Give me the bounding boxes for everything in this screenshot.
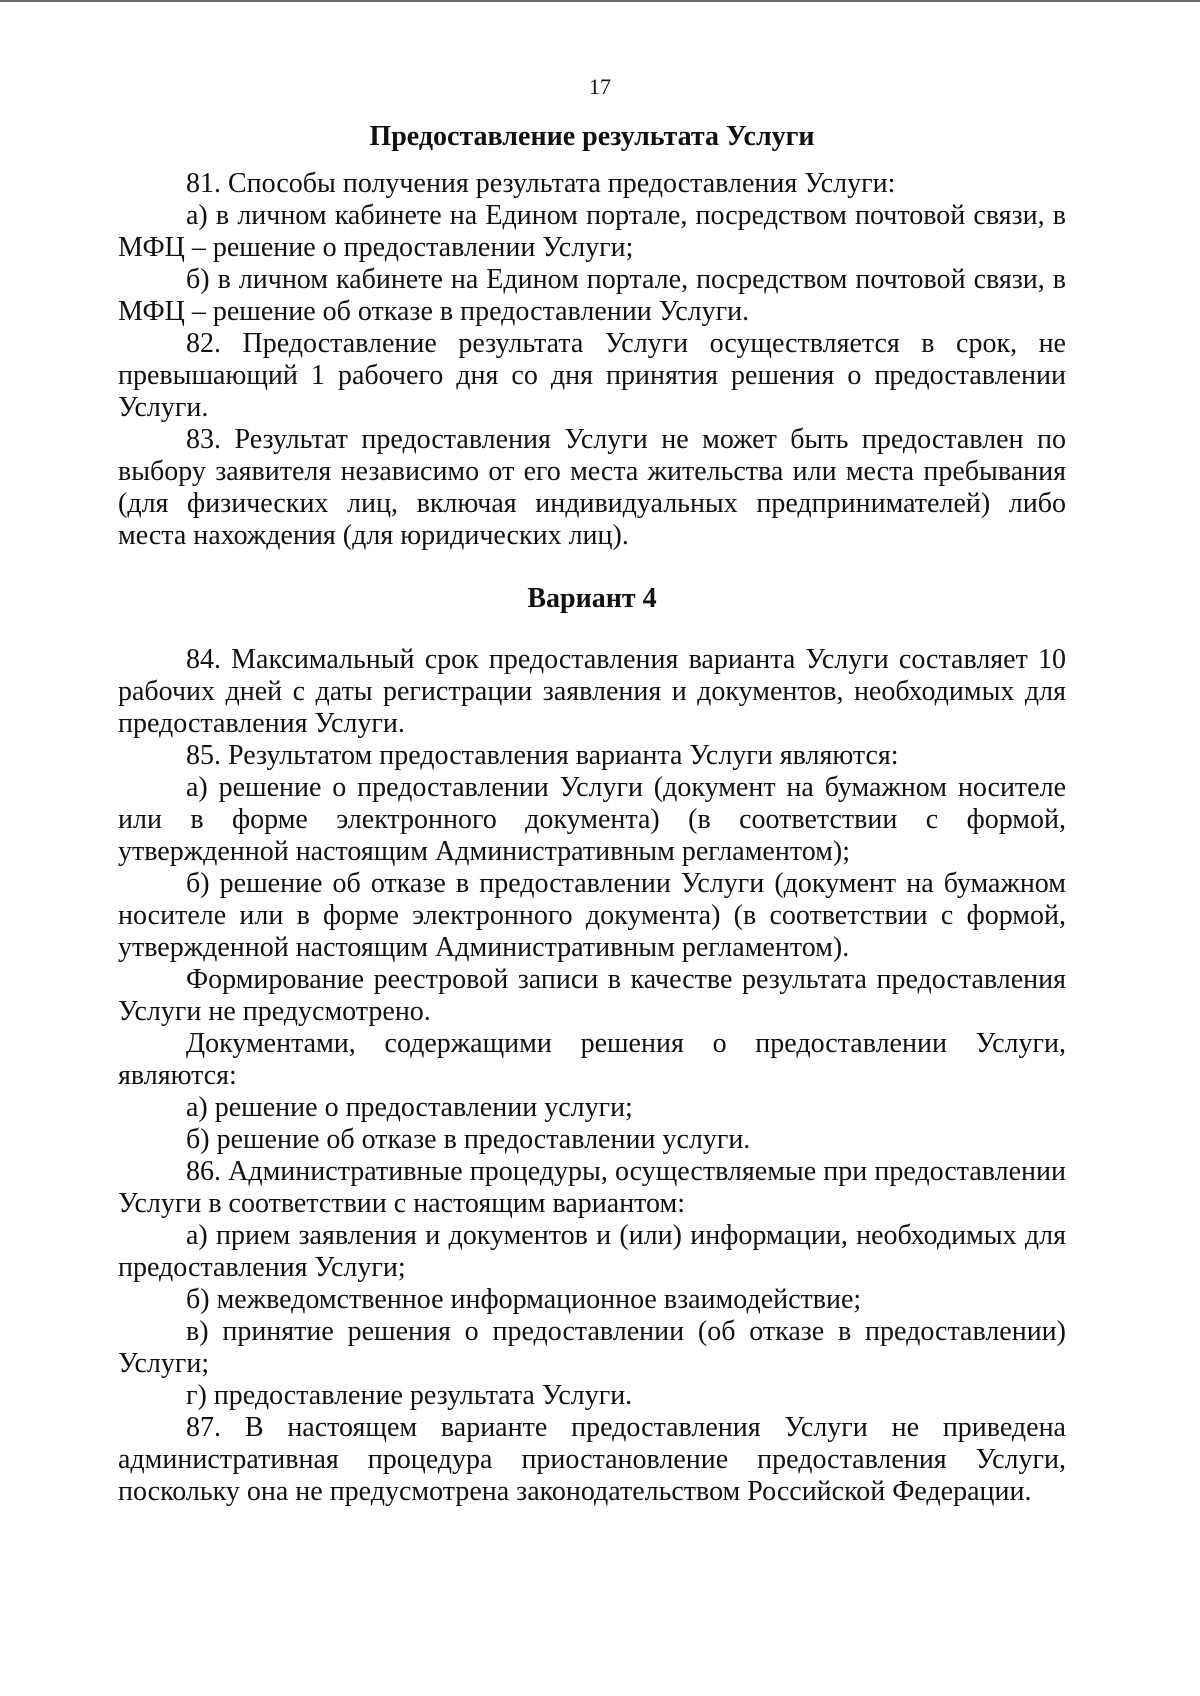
- paragraph-85: 85. Результатом предоставления варианта Услуги являются:: [186, 740, 899, 771]
- document-body: [118, 120, 1066, 1508]
- paragraph-documents: Документами, содержащими решения о предоставлении Услуги, являются:: [118, 1028, 1066, 1091]
- paragraph-81-b: б) в личном кабинете на Едином портале, посредством почтовой связи, в МФЦ – решение об отказе в предоставлении Услуги.: [118, 264, 1066, 327]
- paragraph-83: 83. Результат предоставления Услуги не может быть предоставлен по выбору заявителя независимо от его места жительства или места пребывания (для физических лиц, включая индивидуальных предпринимателей) либо места нахождения (для юридических лиц).: [118, 424, 1066, 551]
- paragraph-87: 87. В настоящем варианте предоставления Услуги не приведена административная процедура приостановление предоставления Услуги, поскольку она не предусмотрена законодательством Российской Федерации.: [118, 1412, 1066, 1507]
- paragraph-85-a: а) решение о предоставлении Услуги (документ на бумажном носителе или в форме электронного документа) (в соответствии с формой, утвержденной настоящим Административным регламентом);: [118, 772, 1066, 867]
- section-title-result: Предоставление результата Услуги: [369, 121, 815, 152]
- paragraph-86-a: а) прием заявления и документов и (или) информации, необходимых для предоставления Услуги;: [118, 1220, 1066, 1283]
- paragraph-81: 81. Способы получения результата предоставления Услуги:: [186, 168, 896, 199]
- section-title-variant-4: Вариант 4: [527, 583, 657, 614]
- paragraph-82: 82. Предоставление результата Услуги осуществляется в срок, не превышающий 1 рабочего дня со дня принятия решения о предоставлении Услуги.: [118, 328, 1066, 423]
- paragraph-documents-a: а) решение о предоставлении услуги;: [186, 1092, 633, 1123]
- paragraph-documents-b: б) решение об отказе в предоставлении услуги.: [186, 1124, 751, 1155]
- paragraph-86-d: г) предоставление результата Услуги.: [186, 1380, 633, 1411]
- paragraph-86: 86. Административные процедуры, осуществляемые при предоставлении Услуги в соответствии с настоящим вариантом:: [118, 1156, 1066, 1219]
- paragraph-84: 84. Максимальный срок предоставления варианта Услуги составляет 10 рабочих дней с даты регистрации заявления и документов, необходимых для предоставления Услуги.: [118, 644, 1066, 739]
- page-number: 17: [589, 74, 611, 99]
- paragraph-85-b: б) решение об отказе в предоставлении Услуги (документ на бумажном носителе или в форме электронного документа) (в соответствии с формой, утвержденной настоящим Административным регламентом).: [118, 868, 1066, 963]
- paragraph-86-c: в) принятие решения о предоставлении (об отказе в предоставлении) Услуги;: [118, 1316, 1066, 1379]
- paragraph-81-a: а) в личном кабинете на Едином портале, посредством почтовой связи, в МФЦ – решение о предоставлении Услуги;: [118, 200, 1066, 263]
- paragraph-registry-record: Формирование реестровой записи в качестве результата предоставления Услуги не предусмотрено.: [118, 964, 1066, 1027]
- paragraph-86-b: б) межведомственное информационное взаимодействие;: [186, 1284, 862, 1315]
- scan-top-border: [0, 0, 1200, 2]
